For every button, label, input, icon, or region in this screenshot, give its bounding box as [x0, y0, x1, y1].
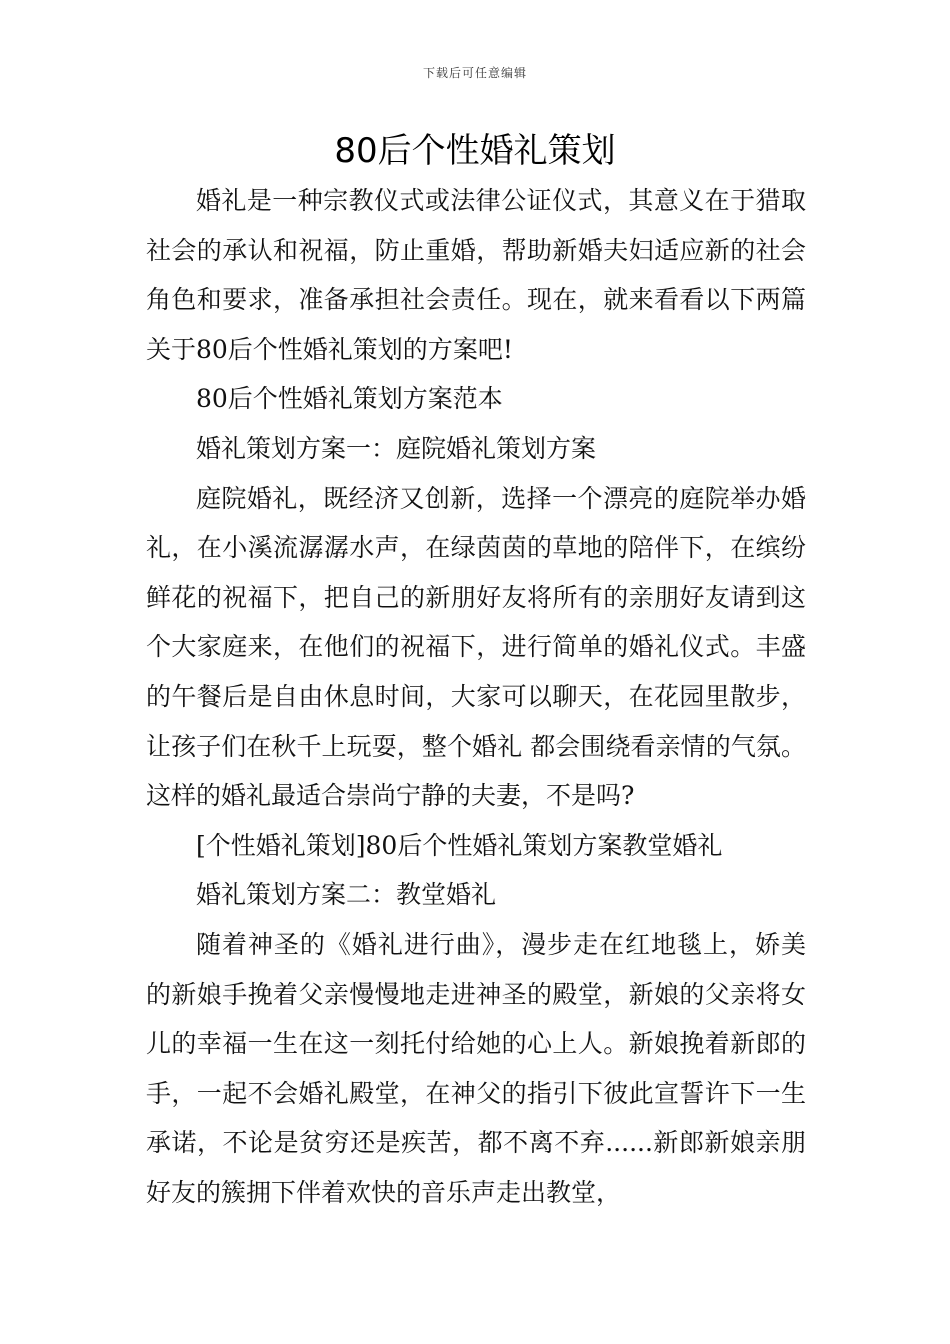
paragraph-garden-wedding: 庭院婚礼，既经济又创新，选择一个漂亮的庭院举办婚礼，在小溪流潺潺水声，在绿茵茵的草地的陪伴下，在缤纷鲜花的祝福下，把自己的新朋好友将所有的亲朋好友请到这个大家庭来，在他们的祝福下，进行简单的婚礼仪式。丰盛的午餐后是自由休息时间，大家可以聊天，在花园里散步，让孩子们在秋千上玩耍，整个婚礼 都会围绕看亲情的气氛。这样的婚礼最适合崇尚宁静的夫妻，不是吗?	[146, 483, 806, 811]
paragraph-heading-template: 80后个性婚礼策划方案范本	[196, 384, 503, 414]
paragraph-heading-plan-two: 婚礼策划方案二：教堂婚礼	[196, 880, 497, 910]
paragraph-heading-church: [个性婚礼策划]80后个性婚礼策划方案教堂婚礼	[196, 830, 723, 860]
document-title: 80后个性婚礼策划	[334, 131, 616, 171]
header-note: 下载后可任意编辑	[422, 66, 527, 80]
paragraph-intro: 婚礼是一种宗教仪式或法律公证仪式，其意义在于猎取社会的承认和祝福，防止重婚，帮助新婚夫妇适应新的社会角色和要求，准备承担社会责任。现在，就来看看以下两篇关于80后个性婚礼策划的方案吧!	[146, 186, 806, 364]
paragraph-church-wedding: 随着神圣的《婚礼进行曲》，漫步走在红地毯上，娇美的新娘手挽着父亲慢慢地走进神圣的殿堂，新娘的父亲将女儿的幸福一生在这一刻托付给她的心上人。新娘挽着新郎的手，一起不会婚礼殿堂，在神父的指引下彼此宣誓许下一生承诺，不论是贫穷还是疾苦，都不离不弃......新郎新娘亲朋好友的簇拥下伴着欢快的音乐声走出教堂，	[146, 929, 806, 1207]
document-body	[146, 176, 806, 1217]
paragraph-heading-plan-one: 婚礼策划方案一：庭院婚礼策划方案	[196, 433, 597, 463]
